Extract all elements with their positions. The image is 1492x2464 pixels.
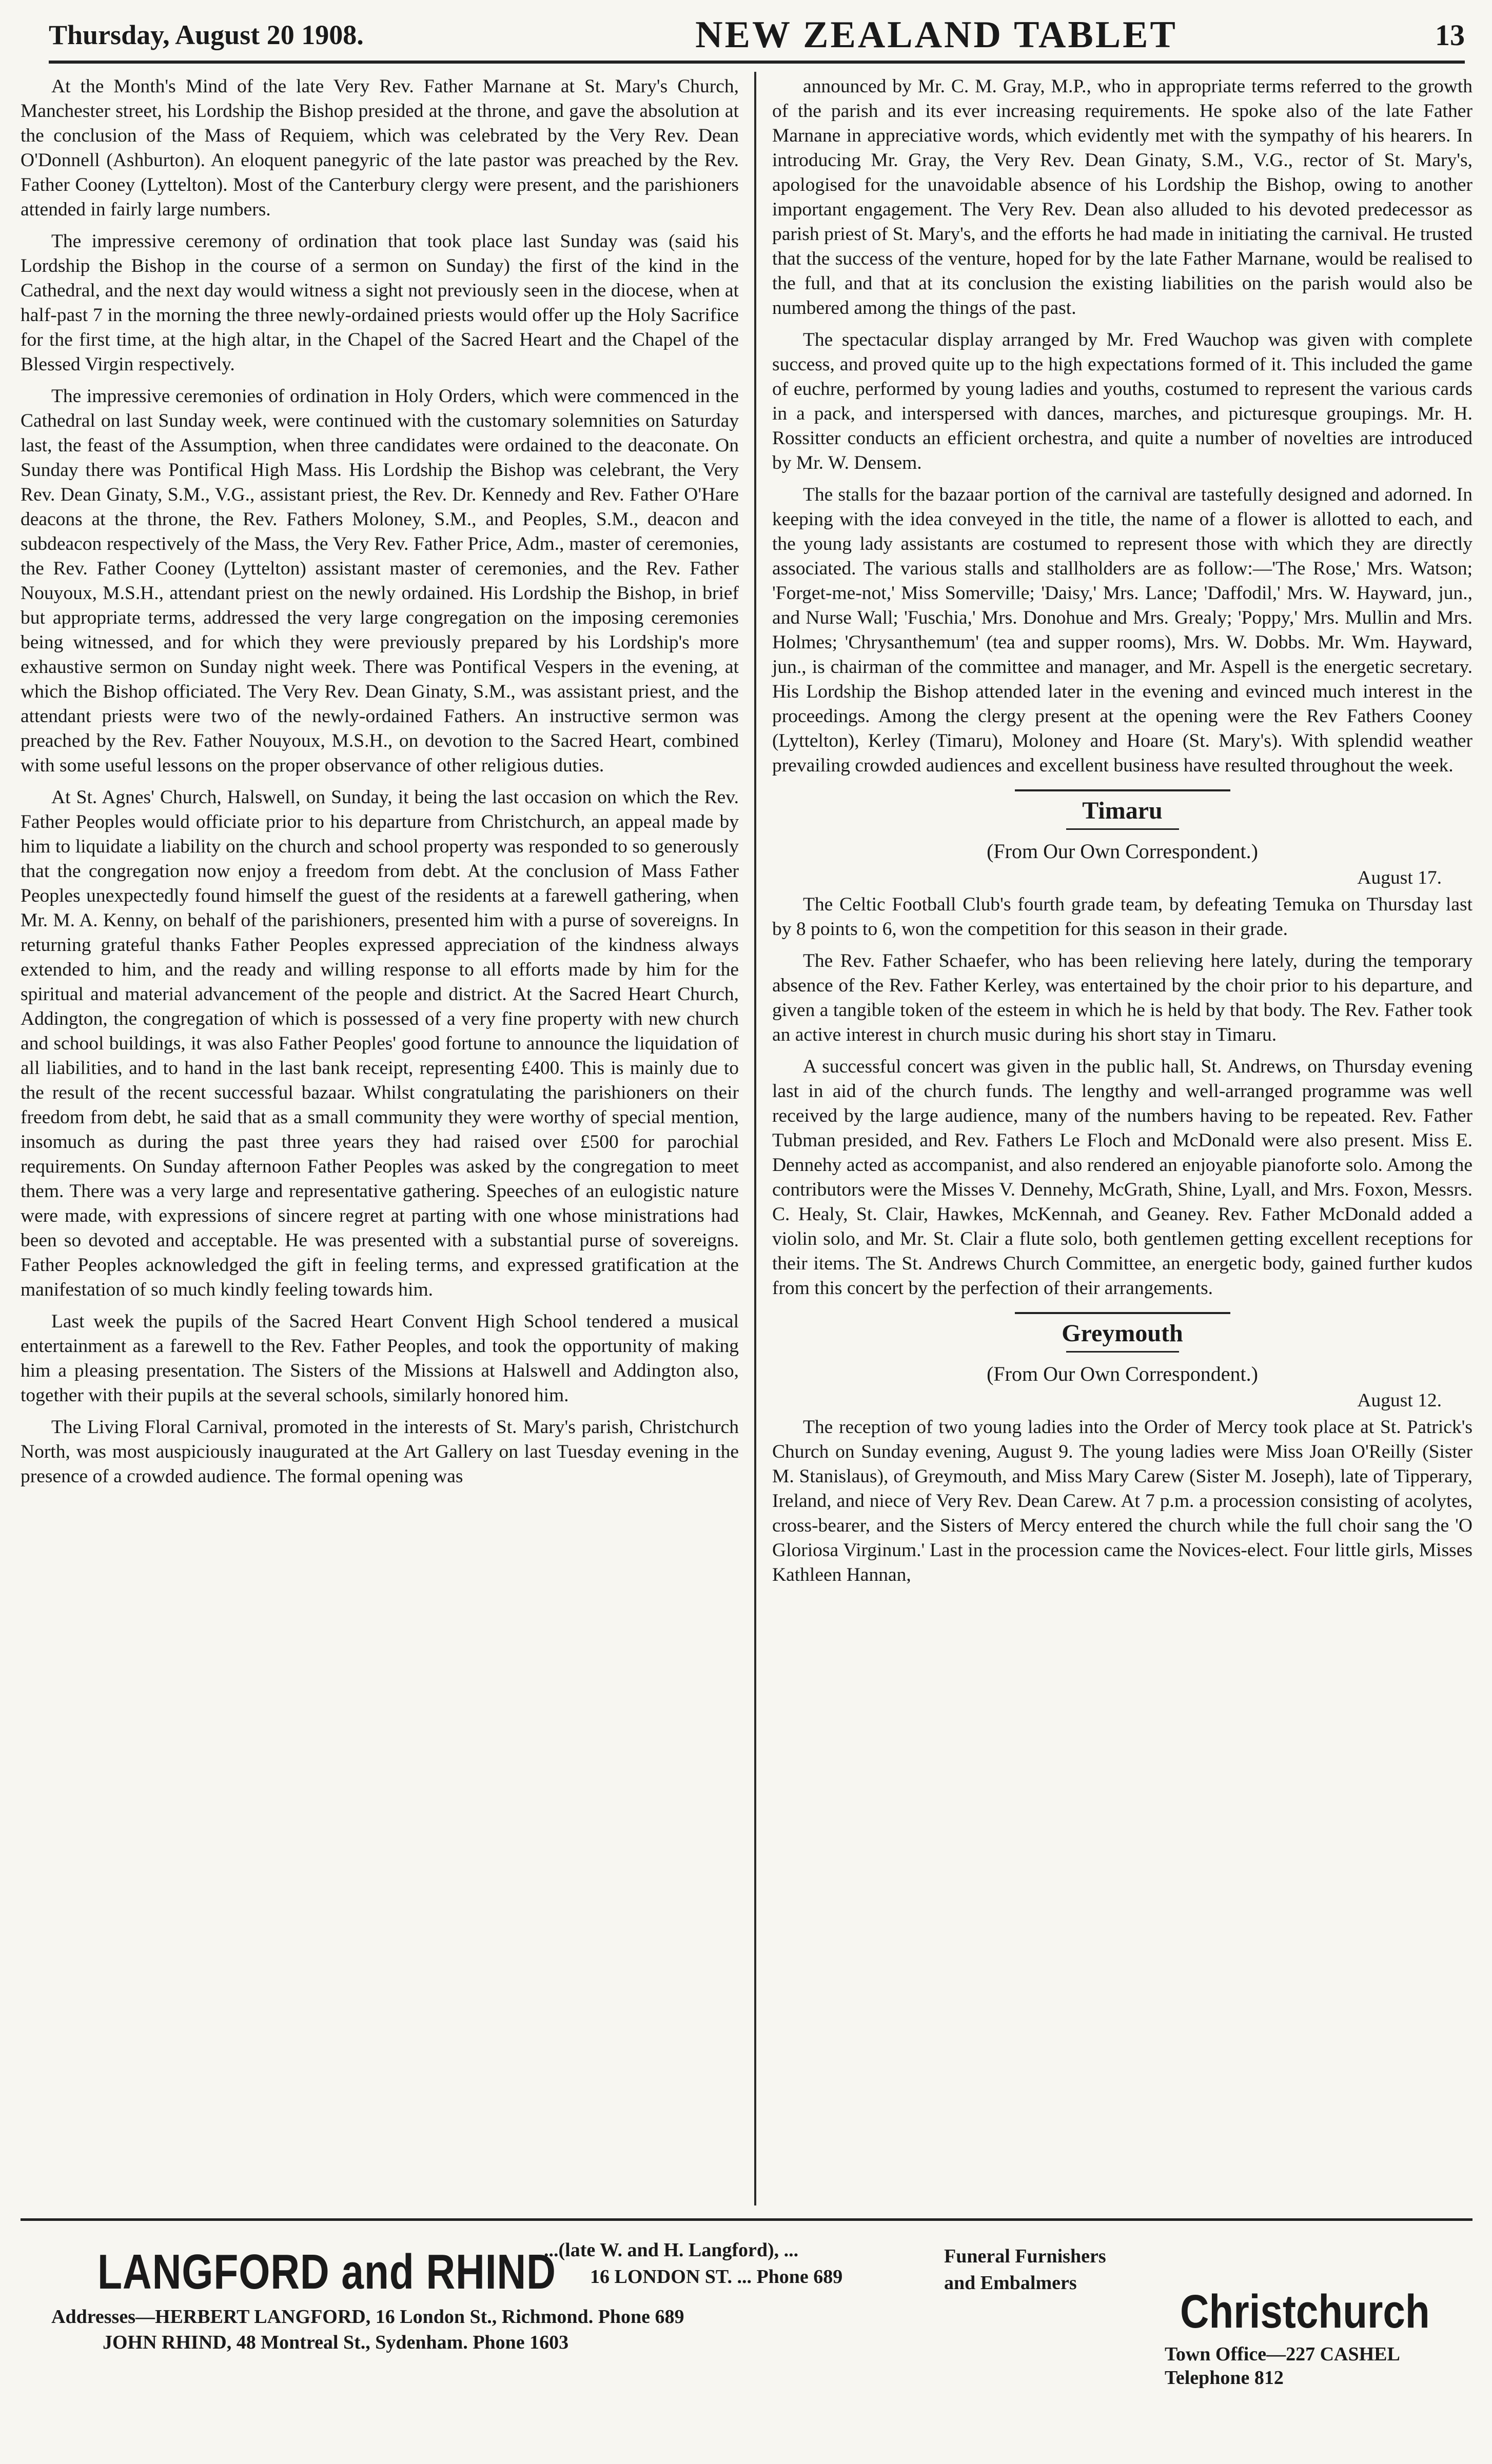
ad-brand-name: LANGFORD and RHIND	[97, 2244, 556, 2299]
issue-date: Thursday, August 20 1908.	[49, 19, 364, 50]
article-paragraph: The Celtic Football Club's fourth grade team, by defeating Temuka on Thursday last by 8 points to 6, won the competition for this season in their grade.	[772, 894, 1473, 940]
article-paragraph: The Living Floral Carnival, promoted in the interests of St. Mary's parish, Christchurch North, was most auspiciously inaugurated at the Art Gallery on last Tuesday evening in the presence of a crowded audience. The formal opening was	[21, 1417, 739, 1487]
article-paragraph: The reception of two young ladies into the Order of Mercy took place at St. Patrick's Church on Sunday evening, August 9. The young ladies were Miss Joan O'Reilly (Sister M. Stanislaus), of Greymouth, and Miss Mary Carew (Sister M. Joseph), late of Tipperary, Ireland, and niece of Very Rev. Dean Carew. At 7 p.m. a procession consisting of acolytes, cross-bearer, and the Sisters of Mercy entered the church while the full choir sang the 'O Gloriosa Virginum.' Last in the procession came the Novices-elect. Four little girls, Misses Kathleen Hannan,	[772, 1417, 1473, 1585]
column-divider	[754, 72, 756, 2205]
right-column	[772, 74, 1473, 2203]
advertisement	[31, 2229, 1467, 2454]
article-paragraph: The impressive ceremonies of ordination in Holy Orders, which were commenced in the Cathedral on last Sunday week, were continued with the customary solemnities on Saturday last, the feast of the Assumption, when three candidates were ordained to the deaconate. On Sunday there was Pontifical High Mass. His Lordship the Bishop was celebrant, the Very Rev. Dean Ginaty, S.M., V.G., assistant priest, the Rev. Dr. Kennedy and Rev. Father O'Hare deacons at the throne, the Rev. Fathers Moloney, S.M., and Peoples, S.M., deacon and subdeacon respectively of the Mass, the Very Rev. Father Price, Adm., master of ceremonies, the Rev. Father Cooney (Lyttelton) assistant master of ceremonies, and the Rev. Father Nouyoux, M.S.H., attendant priest on the newly ordained. His Lordship the Bishop, in brief but appropriate terms, addressed the very large congregation on the imposing ceremonies being witnessed, and for which they were previously prepared by his Lordship's more exhaustive sermon on Sunday night week. There was Pontifical Vespers in the evening, at which the Bishop officiated. The Very Rev. Dean Ginaty, S.M., was assistant priest, and the attendant priests were two of the newly-ordained Fathers. An instructive sermon was preached by the Rev. Father Nouyoux, M.S.H., on devotion to the Sacred Heart, combined with some useful lessons on the proper observance of other religious duties.	[21, 386, 739, 776]
section-underline	[1066, 828, 1179, 830]
ad-service-line: and Embalmers	[944, 2272, 1077, 2294]
article-paragraph: The stalls for the bazaar portion of the carnival are tastefully designed and adorned. In keeping with the idea conveyed in the title, the name of a flower is allotted to each, and the young lady assistants are costumed to represent those with which they are directly associated. The various stalls and stallholders are as follow:—'The Rose,' Mrs. Watson; 'Forget-me-not,' Miss Somerville; 'Daisy,' Mrs. Lance; 'Daffodil,' Mrs. W. Hayward, jun., and Nurse Wall; 'Fuschia,' Mrs. Donohue and Mrs. Grealy; 'Poppy,' Mrs. Mullin and Mrs. Holmes; 'Chrysanthemum' (tea and supper rooms), Mrs. W. Dobbs. Mr. Wm. Hayward, jun., is chairman of the committee and manager, and Mr. Aspell is the energetic secretary. His Lordship the Bishop attended later in the evening and evinced much interest in the proceedings. Among the clergy present at the opening were the Rev Fathers Cooney (Lyttelton), Kerley (Timaru), Moloney and Hoare (St. Mary's). With splendid weather prevailing crowded audiences and excellent business have resulted throughout the week.	[772, 484, 1473, 776]
section-underline	[1066, 1351, 1179, 1353]
section-divider	[1015, 1312, 1230, 1314]
advertisement-divider	[21, 2218, 1473, 2221]
ad-city-name: Christchurch	[1180, 2286, 1430, 2338]
dateline: August 17.	[1357, 867, 1442, 888]
ad-town-office	[1165, 2342, 1400, 2390]
article-paragraph: A successful concert was given in the public hall, St. Andrews, on Thursday evening last in aid of the church funds. The lengthy and well-arranged programme was well received by the large audience, many of the numbers having to be repeated. Rev. Father Tubman presided, and Rev. Fathers Le Floch and McDonald were also present. Miss E. Dennehy acted as accompanist, and also rendered an enjoyable pianoforte solo. Among the contributors were the Misses V. Dennehy, McGrath, Shine, Lyall, and Mrs. Foxon, Messrs. C. Healy, St. Clair, Hawkes, McKennah, and Geaney. Rev. Father McDonald added a violin solo, and Mr. St. Clair a flute solo, both gentlemen getting excellent receptions for their items. The St. Andrews Church Committee, an energetic body, gained further kudos from this concert by the perfection of their arrangements.	[772, 1056, 1473, 1299]
masthead	[49, 9, 1465, 64]
dateline: August 12.	[1357, 1390, 1442, 1411]
ad-services	[944, 2243, 1106, 2296]
ad-former-name: ...(late W. and H. Langford), ...	[544, 2239, 799, 2261]
ad-address-line: Addresses—HERBERT LANGFORD, 16 London St., Richmond. Phone 689	[51, 2306, 684, 2328]
article-paragraph: announced by Mr. C. M. Gray, M.P., who in appropriate terms referred to the growth of the parish and its ever increasing requirements. He spoke also of the late Father Marnane in appreciative words, which evidently met with the sympathy of his hearers. In introducing Mr. Gray, the Very Rev. Dean Ginaty, S.M., V.G., rector of St. Mary's, apologised for the unavoidable absence of his Lordship the Bishop, owing to another important engagement. The Very Rev. Dean also alluded to his devoted predecessor as parish priest of St. Mary's, and the efforts he had made in initiating the carnival. He trusted that the success of the venture, hoped for by the late Father Marnane, would be realised to the full, and that at its conclusion the existing liabilities on the parish would also be numbered among the things of the past.	[772, 76, 1473, 319]
ad-address-line: JOHN RHIND, 48 Montreal St., Sydenham. Phone 1603	[103, 2332, 569, 2353]
ad-telephone-line: Telephone 812	[1165, 2367, 1284, 2389]
newspaper-title: NEW ZEALAND TABLET	[695, 13, 1177, 56]
article-paragraph: At the Month's Mind of the late Very Rev. Father Marnane at St. Mary's Church, Manchester street, his Lordship the Bishop presided at the throne, and gave the absolution at the conclusion of the Mass of Requiem, which was celebrated by the Very Rev. Dean O'Donnell (Ashburton). An eloquent panegyric of the late pastor was preached by the Rev. Father Cooney (Lyttelton). Most of the Canterbury clergy were present, and the parishioners attended in fairly large numbers.	[21, 76, 739, 220]
section-heading-greymouth: Greymouth	[1062, 1320, 1183, 1347]
article-paragraph: The impressive ceremony of ordination that took place last Sunday was (said his Lordship the Bishop in the course of a sermon on Sunday) the first of the kind in the Cathedral, and the next day would witness a sight not previously seen in the diocese, when at half-past 7 in the morning the three newly-ordained priests would offer up the Holy Sacrifice for the first time, at the high altar, in the Chapel of the Sacred Heart and the Chapel of the Blessed Virgin respectively.	[21, 231, 739, 375]
left-column	[21, 74, 739, 2203]
ad-office-line: Town Office—227 CASHEL	[1165, 2343, 1400, 2365]
section-divider	[1015, 789, 1230, 791]
correspondent-line: (From Our Own Correspondent.)	[987, 840, 1258, 863]
ad-street-address: 16 LONDON ST. ... Phone 689	[590, 2266, 843, 2288]
section-heading-timaru: Timaru	[1082, 797, 1163, 824]
article-paragraph: The Rev. Father Schaefer, who has been relieving here lately, during the temporary absence of the Rev. Father Kerley, was entertained by the choir prior to his departure, and given a tangible token of the esteem in which he is held by that body. The Rev. Father took an active interest in church music during his short stay in Timaru.	[772, 950, 1473, 1045]
page-number: 13	[1435, 18, 1465, 52]
article-paragraph: At St. Agnes' Church, Halswell, on Sunday, it being the last occasion on which the Rev. Father Peoples would officiate prior to his departure from Christchurch, an appeal made by him to liquidate a liability on the church and school property was responded to so generously that the congregation now enjoy a freedom from debt. At the conclusion of Mass Father Peoples unexpectedly found himself the guest of the residents at a farewell gathering, when Mr. M. A. Kenny, on behalf of the parishioners, presented him with a purse of sovereigns. In returning grateful thanks Father Peoples expressed appreciation of the kindness always extended to him, and the ready and willing response to all efforts made by him for the spiritual and material advancement of the people and district. At the Sacred Heart Church, Addington, the congregation of which is possessed of a very fine property with new church and school buildings, it was also Father Peoples' good fortune to announce the liquidation of all liabilities, and to hand in the last bank receipt, representing £400. This is mainly due to the result of the recent successful bazaar. Whilst congratulating the parishioners on their freedom from debt, he said that as a small community they were worthy of special mention, insomuch as during the past three years they had raised over £500 for parochial requirements. On Sunday afternoon Father Peoples was asked by the congregation to meet them. There was a very large and representative gathering. Speeches of an eulogistic nature were made, with expressions of sincere regret at parting with one whose ministrations had been so devoted and acceptable. He was presented with a substantial purse of sovereigns. Father Peoples acknowledged the gift in feeling terms, and expressed gratification at the manifestation of so much kindly feeling towards him.	[21, 787, 739, 1300]
ad-service-line: Funeral Furnishers	[944, 2246, 1106, 2267]
correspondent-line: (From Our Own Correspondent.)	[987, 1362, 1258, 1385]
article-paragraph: The spectacular display arranged by Mr. Fred Wauchop was given with complete success, and proved quite up to the high expectations formed of it. This included the game of euchre, performed by young ladies and youths, costumed to represent the various cards in a pack, and interspersed with dances, marches, and picturesque groupings. Mr. H. Rossitter conducts an efficient orchestra, and quite a number of novelties are introduced by Mr. W. Densem.	[772, 329, 1473, 473]
article-paragraph: Last week the pupils of the Sacred Heart Convent High School tendered a musical entertainment as a farewell to the Rev. Father Peoples, and took the opportunity of making him a pleasing presentation. The Sisters of the Missions at Halswell and Addington also, together with their pupils at the several schools, similarly honored him.	[21, 1311, 739, 1406]
